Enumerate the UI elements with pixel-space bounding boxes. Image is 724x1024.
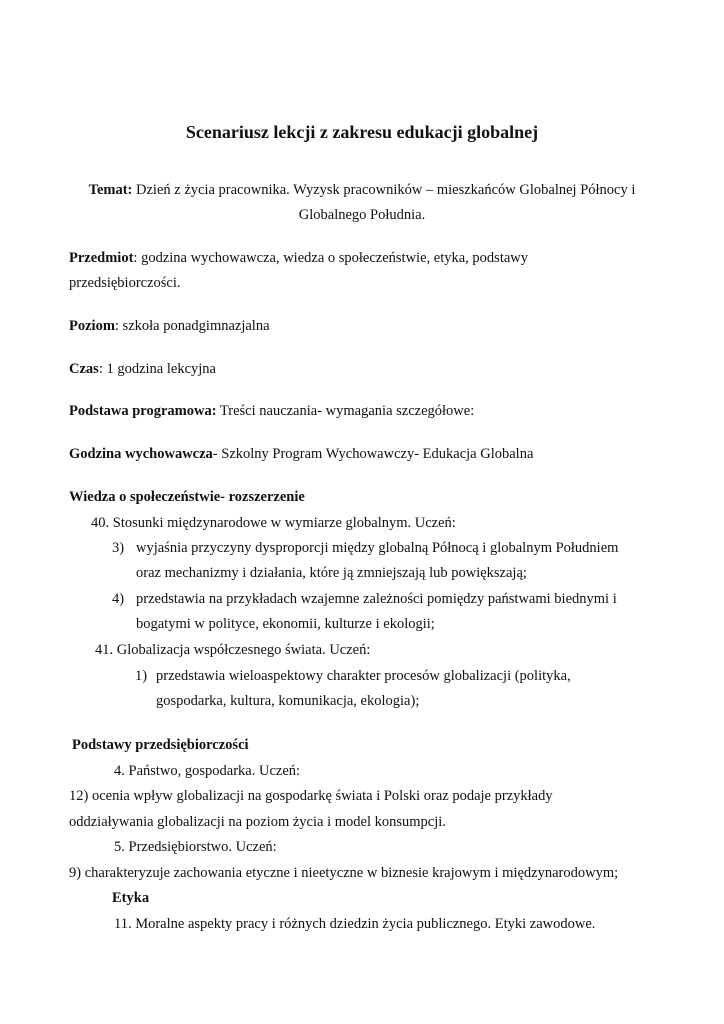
poziom-text: : szkoła ponadgimnazjalna <box>114 318 270 334</box>
wos-sub-4-line-2: bogatymi w polityce, ekonomii, kulturze i ekologii; <box>136 616 435 632</box>
przedmiot-label: Przedmiot <box>69 250 134 266</box>
pp-point-12-line-1: 12) ocenia wpływ globalizacji na gospodarkę świata i Polski oraz podaje przykłady <box>69 788 553 804</box>
wos-sub-3-number: 3) <box>112 540 125 556</box>
czas-label: Czas <box>69 361 99 377</box>
czas-line <box>69 360 216 378</box>
pp-heading: Podstawy przedsiębiorczości <box>72 737 249 753</box>
przedmiot-text: : godzina wychowawcza, wiedza o społeczeństwie, etyka, podstawy <box>133 250 529 266</box>
etyka-heading: Etyka <box>112 890 150 906</box>
pp-item-4: 4. Państwo, gospodarka. Uczeń: <box>114 763 301 779</box>
wos-item-41: 41. Globalizacja współczesnego świata. Uczeń: <box>95 642 371 658</box>
podstawa-label: Podstawa programowa: <box>69 403 217 419</box>
wos-sub-4-line-1: przedstawia na przykładach wzajemne zależności pomiędzy państwami biednymi i <box>136 591 617 607</box>
pp-point-9: 9) charakteryzuje zachowania etyczne i nieetyczne w biznesie krajowym i międzynarodowym; <box>69 865 619 881</box>
godzina-line <box>69 445 533 463</box>
pp-point-12-line-2: oddziaływania globalizacji na poziom życia i model konsumpcji. <box>69 814 446 830</box>
podstawa-text: Treści nauczania- wymagania szczegółowe: <box>216 403 475 419</box>
wos-sub-3-line-1: wyjaśnia przyczyny dysproporcji między globalną Północą i globalnym Południem <box>136 540 619 556</box>
podstawa-line <box>69 402 474 420</box>
przedmiot-line-1 <box>69 249 528 267</box>
przedmiot-line-2: przedsiębiorczości. <box>69 275 181 291</box>
poziom-label: Poziom <box>69 318 115 334</box>
page-title: Scenariusz lekcji z zakresu edukacji globalnej <box>185 122 539 142</box>
temat-text: Dzień z życia pracownika. Wyzysk pracowników – mieszkańców Globalnej Północy i <box>132 182 636 198</box>
temat-line-1 <box>0 181 724 199</box>
wos-item-40: 40. Stosunki międzynarodowe w wymiarze globalnym. Uczeń: <box>91 515 456 531</box>
wos-heading: Wiedza o społeczeństwie- rozszerzenie <box>69 489 305 505</box>
pp-item-5: 5. Przedsiębiorstwo. Uczeń: <box>114 839 277 855</box>
godzina-label: Godzina wychowawcza <box>69 446 213 462</box>
temat-label: Temat: <box>88 182 133 198</box>
poziom-line <box>69 317 270 335</box>
wos-sub-1-line-1: przedstawia wieloaspektowy charakter procesów globalizacji (polityka, <box>156 668 571 684</box>
wos-sub-4-number: 4) <box>112 591 125 607</box>
czas-text: : 1 godzina lekcyjna <box>98 361 216 377</box>
godzina-text: - Szkolny Program Wychowawczy- Edukacja Globalna <box>212 446 534 462</box>
temat-line-2: Globalnego Południa. <box>298 207 426 223</box>
etyka-item-11: 11. Moralne aspekty pracy i różnych dziedzin życia publicznego. Etyki zawodowe. <box>114 916 596 932</box>
wos-sub-3-line-2: oraz mechanizmy i działania, które ją zmniejszają lub powiększają; <box>136 565 527 581</box>
wos-sub-1-line-2: gospodarka, kultura, komunikacja, ekologia); <box>156 693 420 709</box>
wos-sub-1-number: 1) <box>135 668 148 684</box>
